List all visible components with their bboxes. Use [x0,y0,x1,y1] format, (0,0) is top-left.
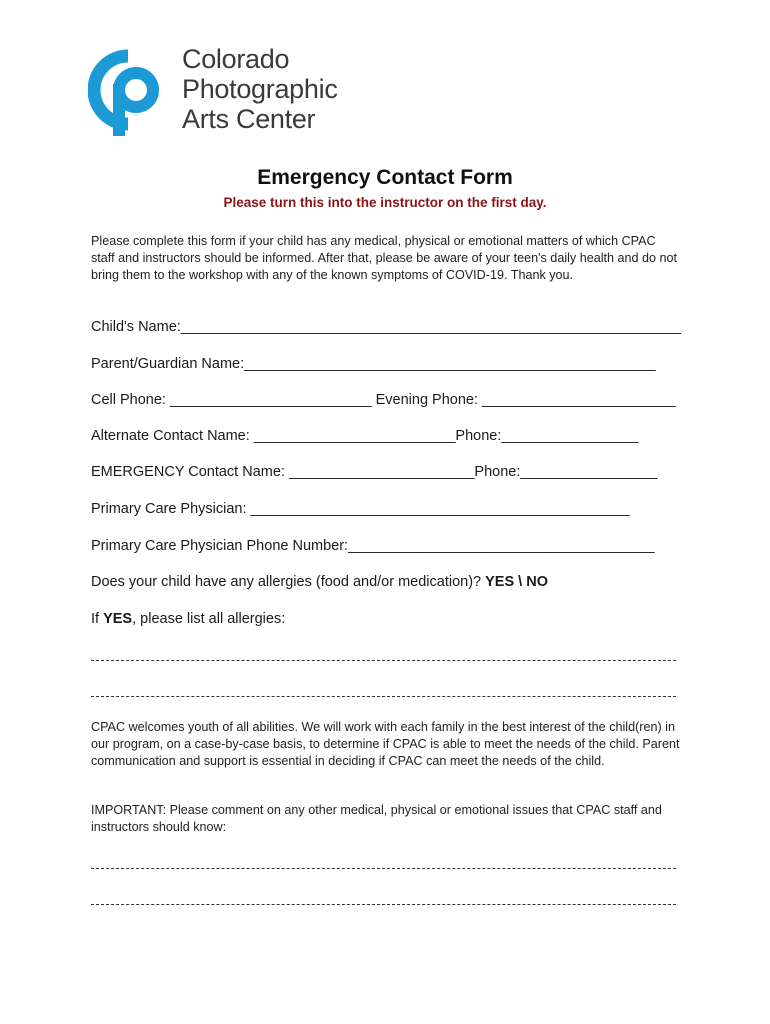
allergies-list-yes: YES [103,611,133,627]
form-title: Emergency Contact Form [257,166,513,189]
form-subtitle: Please turn this into the instructor on the first day. [223,195,547,210]
intro-paragraph: Please complete this form if your child has any medical, physical or emotional matters of which CPAC staff and instructors should be informed. After that, please be aware of your teen's daily health and do not bring them to the workshop with any of the known symptoms of COVID-19. Thank you. [91,234,678,282]
org-name-line3: Arts Center [182,104,316,134]
allergies-line-2[interactable] [91,696,676,697]
child-name-field[interactable]: Child's Name:______________________________________________________________ [91,319,681,335]
org-name-line2: Photographic [182,74,338,104]
allergies-line-1[interactable] [91,660,676,661]
allergies-list-suffix: , please list all allergies: [132,611,286,627]
important-paragraph: IMPORTANT: Please comment on any other medical, physical or emotional issues that CPAC staff and instructors should know: [91,803,662,834]
physician-field[interactable]: Primary Care Physician: _______________________________________________ [91,501,630,517]
comment-line-1[interactable] [91,868,676,869]
cpac-logo [88,44,358,140]
comment-line-2[interactable] [91,904,676,905]
org-name [182,44,338,134]
allergies-question-text: Does your child have any allergies (food and/or medication)? [91,574,486,590]
org-name-line1: Colorado [182,44,290,74]
emergency-contact-field[interactable]: EMERGENCY Contact Name: _______________________Phone:_________________ [91,464,658,480]
cpac-logo-icon [88,44,174,140]
allergies-list-prefix: If [91,611,104,627]
phone-fields[interactable]: Cell Phone: _________________________ Evening Phone: ________________________ [91,392,676,408]
physician-phone-field[interactable]: Primary Care Physician Phone Number:______________________________________ [91,538,655,554]
allergies-yes-no[interactable]: YES \ NO [485,574,548,590]
allergies-list-label [91,610,681,628]
welcome-paragraph: CPAC welcomes youth of all abilities. We will work with each family in the best interest of the child(ren) in our program, on a case-by-case basis, to determine if CPAC is able to meet the needs of the child. Parent communication and support is essential in deciding if CPAC can meet the needs of the child. [91,720,680,768]
parent-name-field[interactable]: Parent/Guardian Name:___________________________________________________ [91,356,656,372]
alternate-contact-field[interactable]: Alternate Contact Name: _________________________Phone:_________________ [91,428,639,444]
allergies-question [91,573,681,591]
